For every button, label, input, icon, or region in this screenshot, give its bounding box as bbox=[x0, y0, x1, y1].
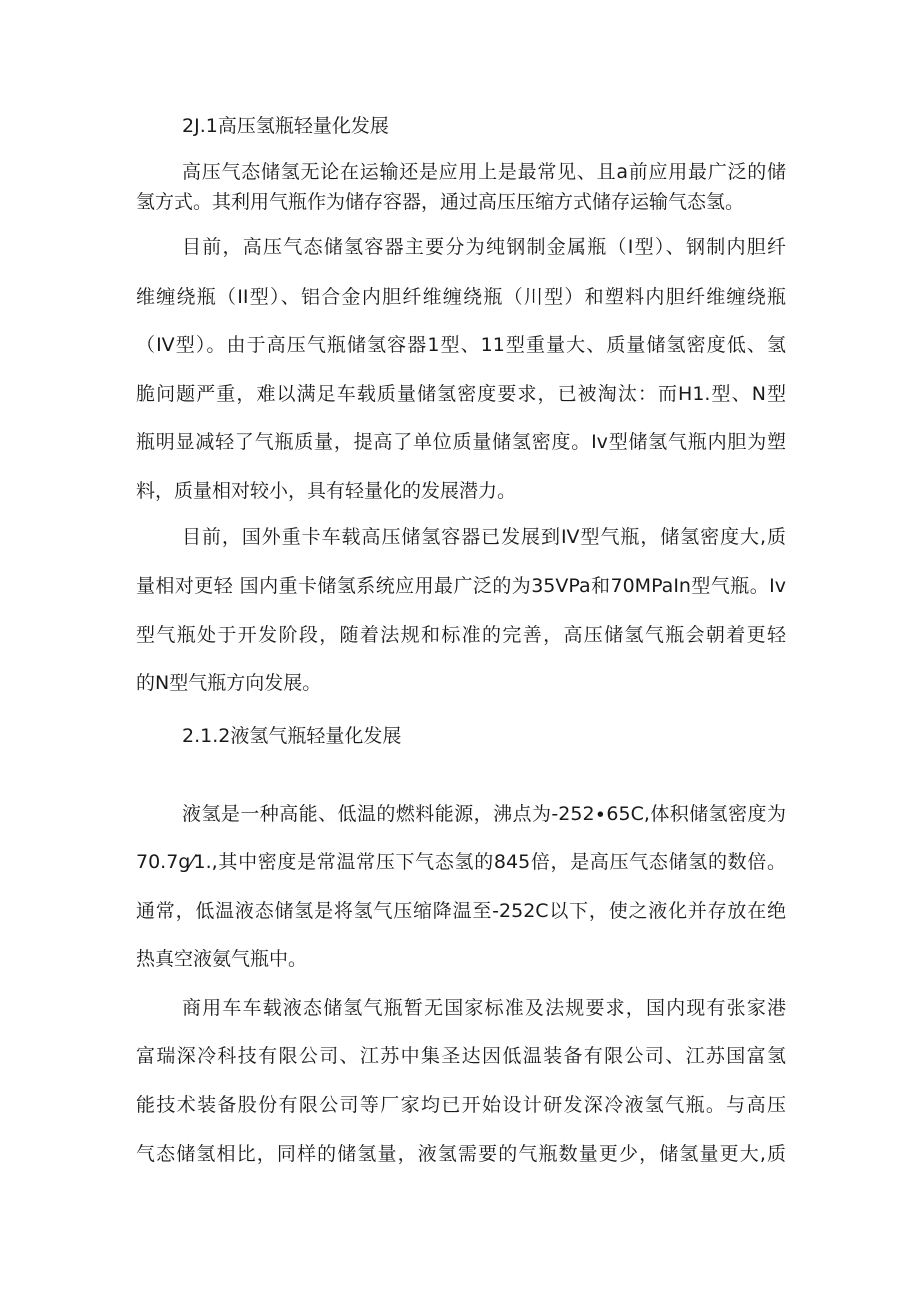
section-heading-2-1-1: 2J.1高压氢瓶轻量化发展 bbox=[182, 115, 389, 137]
text-line: 气态储氢相比，同样的储氢量，液氢需要的气瓶数量更少，储氢量更大,质 bbox=[136, 1143, 786, 1165]
text-line: 瓶明显减轻了气瓶质量，提高了单位质量储氢密度。Iv型储氢气瓶内胆为塑 bbox=[136, 431, 786, 453]
text-line: （IV型）。由于高压气瓶储氢容器1型、11型重量大、质量储氢密度低、氢 bbox=[136, 334, 786, 356]
text-line: 富瑞深冷科技有限公司、江苏中集圣达因低温装备有限公司、江苏国富氢 bbox=[136, 1045, 786, 1067]
text-line: 目前，国外重卡车载高压储氢容器已发展到IV型气瓶，储氢密度大,质 bbox=[182, 526, 786, 548]
text-line: 型气瓶处于开发阶段，随着法规和标准的完善，高压储氢气瓶会朝着更轻 bbox=[136, 624, 786, 646]
text-line: 氢方式。其利用气瓶作为储存容器，通过高压压缩方式储存运输气态氢。 bbox=[136, 191, 745, 213]
text-line: 量相对更轻 国内重卡储氢系统应用最广泛的为35VPa和70MPaIn型气瓶。Iv bbox=[136, 575, 786, 597]
text-line: 液氢是一种高能、低温的燃料能源，沸点为-252∙65C,体积储氢密度为 bbox=[182, 803, 786, 825]
text-line: 能技术装备股份有限公司等厂家均已开始设计研发深冷液氢气瓶。与高压 bbox=[136, 1094, 786, 1116]
text-line: 高压气态储氢无论在运输还是应用上是最常见、且a前应用最广泛的储 bbox=[182, 161, 786, 183]
text-line: 商用车车载液态储氢气瓶暂无国家标准及法规要求，国内现有张家港 bbox=[182, 997, 786, 1019]
text-line: 热真空液氨气瓶中。 bbox=[136, 948, 308, 970]
section-heading-2-1-2: 2.1.2液氢气瓶轻量化发展 bbox=[182, 725, 402, 747]
text-line: 70.7g⁄1.,其中密度是常温常压下气态氢的845倍，是高压气态储氢的数倍。 bbox=[136, 851, 786, 873]
text-line: 脆问题严重，难以满足车载质量储氢密度要求，已被淘汰：而H1.型、N型 bbox=[136, 383, 786, 405]
text-line: 目前，高压气态储氢容器主要分为纯钢制金属瓶（I型）、钢制内胆纤 bbox=[182, 236, 786, 258]
text-line: 料，质量相对较小，具有轻量化的发展潜力。 bbox=[136, 480, 517, 502]
text-line: 通常，低温液态储氢是将氢气压缩降温至-252C以下，使之液化并存放在绝 bbox=[136, 900, 786, 922]
text-line: 维缠绕瓶（II型）、铝合金内胆纤维缠绕瓶（川型）和塑料内胆纤维缠绕瓶 bbox=[136, 286, 786, 308]
text-line: 的N型气瓶方向发展。 bbox=[136, 672, 322, 694]
